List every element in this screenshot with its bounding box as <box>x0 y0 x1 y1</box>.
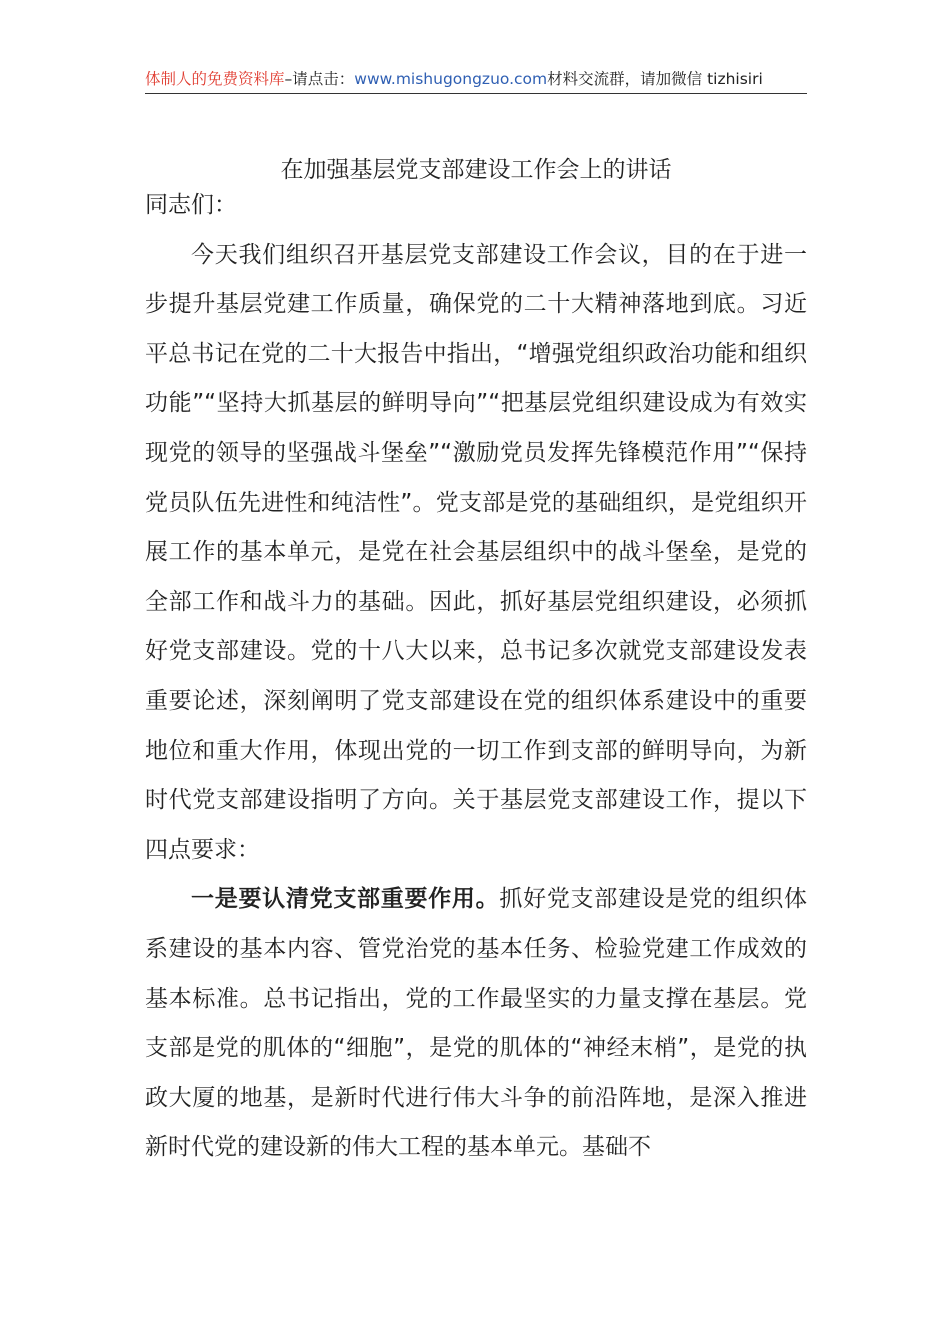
point-one-heading: 一是要认清党支部重要作用。 <box>191 886 500 913</box>
header-prompt: –请点击： <box>284 70 355 88</box>
page-header <box>145 64 807 94</box>
header-divider <box>145 93 807 94</box>
document-title: 在加强基层党支部建设工作会上的讲话 <box>280 157 672 183</box>
header-link[interactable]: www.mishugongzuo.com <box>354 70 548 88</box>
header-site-name: 体制人的免费资料库 <box>145 70 285 88</box>
header-tail: 材料交流群，请加微信 tizhisiri <box>547 70 763 88</box>
document-body <box>145 181 807 1173</box>
point-one-text: 抓好党支部建设是党的组织体系建设的基本内容、管党治党的基本任务、检验党建工作成效的基本标准。总书记指出，党的工作最坚实的力量支撑在基层。党支部是党的肌体的“细胞”，是党的肌体的“神经末梢”，是党的执政大厦的地基，是新时代进行伟大斗争的前沿阵地，是深入推进新时代党的建设新的伟大工程的基本单元。基础不 <box>145 886 808 1161</box>
salutation: 同志们： <box>145 192 237 218</box>
paragraph-point-one <box>145 875 807 1173</box>
paragraph-intro: 今天我们组织召开基层党支部建设工作会议，目的在于进一步提升基层党建工作质量，确保党的二十大精神落地到底。习近平总书记在党的二十大报告中指出，“增强党组织政治功能和组织功能”“坚持大抓基层的鲜明导向”“把基层党组织建设成为有效实现党的领导的坚强战斗堡垒”“激励党员发挥先锋模范作用”“保持党员队伍先进性和纯洁性”。党支部是党的基础组织，是党组织开展工作的基本单元，是党在社会基层组织中的战斗堡垒，是党的全部工作和战斗力的基础。因此，抓好基层党组织建设，必须抓好党支部建设。党的十八大以来，总书记多次就党支部建设发表重要论述，深刻阐明了党支部建设在党的组织体系建设中的重要地位和重大作用，体现出党的一切工作到支部的鲜明导向，为新时代党支部建设指明了方向。关于基层党支部建设工作，提以下四点要求： <box>145 241 807 863</box>
